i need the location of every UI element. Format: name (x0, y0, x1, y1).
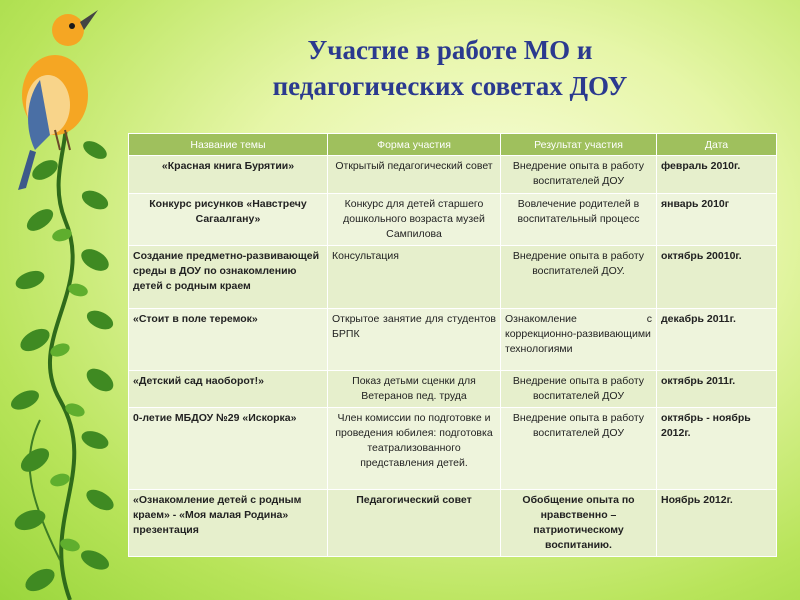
header-result: Результат участия (501, 134, 657, 156)
cell-form: Открытый педагогический совет (328, 156, 501, 194)
cell-form: Член комиссии по подготовке и проведения юбилея: подготовка театрализованного представления детей. (328, 408, 501, 490)
cell-result: Обобщение опыта по нравственно – патриотическому воспитанию. (501, 490, 657, 557)
table-header-row (129, 134, 777, 156)
page-title (200, 32, 700, 104)
cell-date: декабрь 2011г. (657, 309, 777, 371)
table-row (129, 408, 777, 490)
vine-decoration (0, 0, 140, 600)
title-line-1: Участие в работе МО и (307, 35, 593, 65)
cell-result: Внедрение опыта в работу воспитателей ДОУ (501, 371, 657, 408)
participation-table-container (128, 133, 776, 557)
cell-date: октябрь - ноябрь 2012г. (657, 408, 777, 490)
table-row (129, 194, 777, 246)
cell-topic: «Ознакомление детей с родным краем» - «Моя малая Родина» презентация (129, 490, 328, 557)
cell-date: Ноябрь 2012г. (657, 490, 777, 557)
title-line-2: педагогических советах ДОУ (272, 71, 628, 101)
cell-date: октябрь 2011г. (657, 371, 777, 408)
cell-topic: 0-летие МБДОУ №29 «Искорка» (129, 408, 328, 490)
cell-form: Показ детьми сценки для Ветеранов пед. труда (328, 371, 501, 408)
header-form: Форма участия (328, 134, 501, 156)
cell-form: Консультация (328, 246, 501, 309)
table-row (129, 371, 777, 408)
cell-topic: Конкурс рисунков «Навстречу Сагаалгану» (129, 194, 328, 246)
cell-result: Внедрение опыта в работу воспитателей ДОУ (501, 408, 657, 490)
header-topic: Название темы (129, 134, 328, 156)
header-date: Дата (657, 134, 777, 156)
cell-topic: Создание предметно-развивающей среды в ДОУ по ознакомлению детей с родным краем (129, 246, 328, 309)
cell-date: октябрь 20010г. (657, 246, 777, 309)
cell-date: февраль 2010г. (657, 156, 777, 194)
cell-topic: «Красная книга Бурятии» (129, 156, 328, 194)
cell-result: Вовлечение родителей в воспитательный процесс (501, 194, 657, 246)
cell-form: Открытое занятие для студентов БРПК (328, 309, 501, 371)
cell-topic: «Детский сад наоборот!» (129, 371, 328, 408)
cell-topic: «Стоит в поле теремок» (129, 309, 328, 371)
cell-result: Внедрение опыта в работу воспитателей ДОУ. (501, 246, 657, 309)
table-row (129, 490, 777, 557)
bird-icon (18, 10, 98, 190)
cell-date: январь 2010г (657, 194, 777, 246)
cell-form: Конкурс для детей старшего дошкольного возраста музей Сампилова (328, 194, 501, 246)
cell-form: Педагогический совет (328, 490, 501, 557)
cell-result: Ознакомление с коррекционно-развивающими технологиями (501, 309, 657, 371)
participation-table (128, 133, 777, 557)
table-row (129, 309, 777, 371)
table-row (129, 156, 777, 194)
table-row (129, 246, 777, 309)
cell-result: Внедрение опыта в работу воспитателей ДОУ (501, 156, 657, 194)
